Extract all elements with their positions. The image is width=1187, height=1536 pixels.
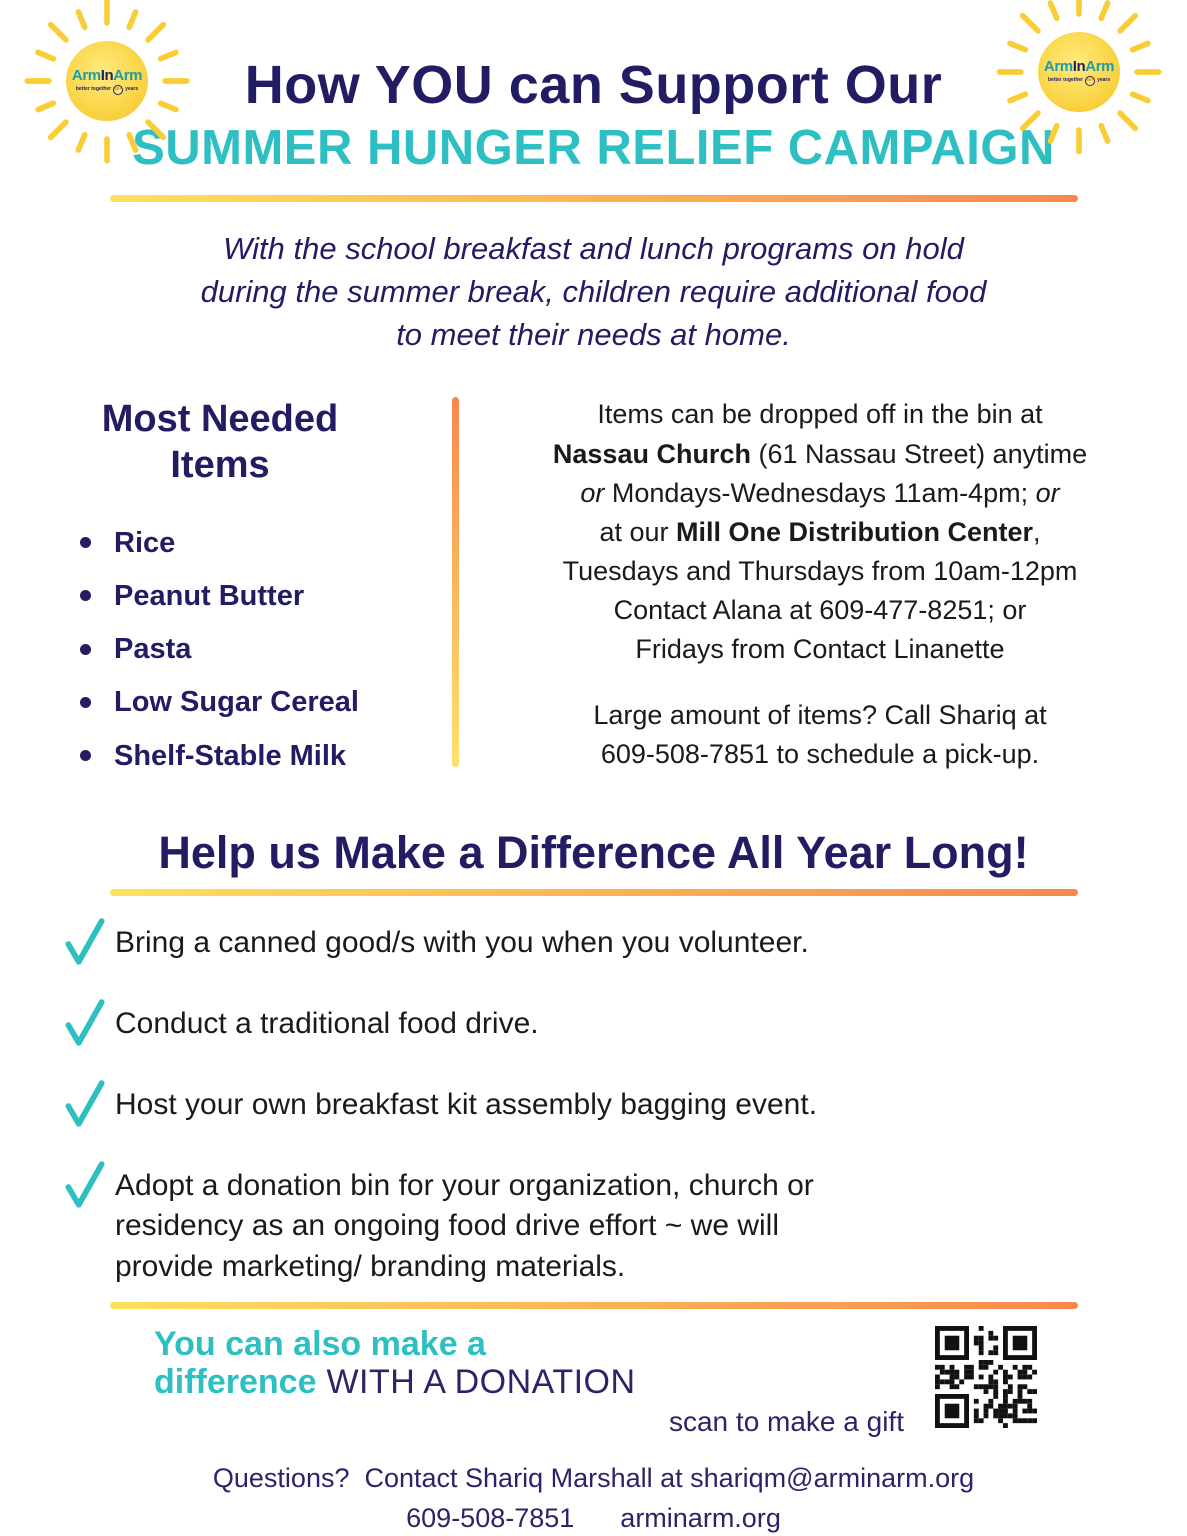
logo-tagline xyxy=(1048,76,1110,86)
help-section-heading: Help us Make a Difference All Year Long! xyxy=(158,826,1029,878)
dropoff-line: or Mondays-Wednesdays 11am-4pm; or xyxy=(580,477,1060,508)
footer-contact-email: Contact Shariq Marshall at shariqm@arminarm.org xyxy=(364,1462,975,1493)
checklist-item-text: Conduct a traditional food drive. xyxy=(115,1007,539,1041)
wordmark-in: In xyxy=(100,66,114,84)
vertical-gradient-divider xyxy=(452,397,459,767)
most-needed-heading-line2: Items xyxy=(170,443,270,486)
gradient-divider-middle xyxy=(110,889,1078,896)
donation-heading-line2 xyxy=(154,1363,904,1401)
dropoff-line: at our Mill One Distribution Center, xyxy=(599,516,1041,547)
pickup-line: Large amount of items? Call Shariq at xyxy=(593,700,1047,731)
checkmark-icon xyxy=(62,917,108,967)
list-item-label: Rice xyxy=(114,526,176,559)
tagline-text: better together xyxy=(1047,77,1084,83)
list-item xyxy=(80,578,452,614)
checklist-item xyxy=(62,1085,1187,1129)
anniversary-badge: 40+ xyxy=(1085,76,1095,86)
checklist-item-text: Host your own breakfast kit assembly bagging event. xyxy=(115,1088,818,1122)
dropoff-column xyxy=(459,395,1187,774)
checklist-item-line: provide marketing/ branding materials. xyxy=(115,1249,626,1283)
donation-heading-line1: You can also make a xyxy=(154,1324,486,1363)
dropoff-line: Items can be dropped off in the bin at xyxy=(597,399,1043,430)
qr-code xyxy=(935,1326,1037,1428)
donation-section xyxy=(0,1326,1187,1438)
checkmark-icon xyxy=(62,1160,108,1210)
footer-phone-line xyxy=(0,1502,1187,1536)
donation-heading-teal: difference xyxy=(154,1362,317,1401)
checklist-item-line: residency as an ongoing food drive effort ~ we will xyxy=(115,1209,779,1243)
checklist-item xyxy=(62,1004,1187,1048)
arminarm-logo-right xyxy=(993,0,1165,155)
footer-questions: Questions? xyxy=(212,1462,350,1493)
footer xyxy=(0,1462,1187,1536)
bullet-icon xyxy=(80,644,91,655)
donation-heading-navy: WITH A DONATION xyxy=(316,1362,636,1401)
page-title: How YOU can Support Our xyxy=(244,55,943,115)
tagline-years: years xyxy=(125,86,139,92)
sun-core xyxy=(1038,32,1120,112)
list-item xyxy=(80,525,452,561)
scan-caption: scan to make a gift xyxy=(668,1405,904,1437)
dropoff-line: Fridays from Contact Linanette xyxy=(635,634,1005,665)
wordmark-arm1: Arm xyxy=(71,66,101,84)
wordmark-arm1: Arm xyxy=(1043,57,1073,75)
list-item-label: Peanut Butter xyxy=(114,579,305,612)
help-checklist xyxy=(62,923,1187,1287)
pickup-paragraph xyxy=(475,696,1165,774)
most-needed-column xyxy=(0,395,452,790)
intro-line: With the school breakfast and lunch programs on hold xyxy=(223,231,964,267)
donation-text xyxy=(154,1326,904,1438)
checkmark-icon xyxy=(62,998,108,1048)
dropoff-line: Tuesdays and Thursdays from 10am-12pm xyxy=(562,555,1078,586)
intro-line: to meet their needs at home. xyxy=(396,317,791,353)
wordmark-arm2: Arm xyxy=(113,66,143,84)
footer-phone: 609-508-7851 xyxy=(406,1503,575,1534)
anniversary-badge: 40+ xyxy=(113,85,123,95)
campaign-title: SUMMER HUNGER RELIEF CAMPAIGN xyxy=(132,120,1055,175)
most-needed-heading-line1: Most Needed xyxy=(101,398,339,441)
intro-paragraph xyxy=(0,227,1187,356)
intro-line: during the summer break, children require additional food xyxy=(200,274,987,310)
most-needed-list xyxy=(80,525,452,774)
footer-website: arminarm.org xyxy=(620,1503,781,1534)
most-needed-heading xyxy=(55,397,385,488)
list-item-label: Pasta xyxy=(114,633,192,666)
bullet-icon xyxy=(80,537,91,548)
tagline-years: years xyxy=(1097,77,1111,83)
logo-tagline xyxy=(76,85,138,95)
pickup-line: 609-508-7851 to schedule a pick-up. xyxy=(600,739,1040,770)
checklist-item-text xyxy=(115,1166,814,1287)
wordmark-arm2: Arm xyxy=(1085,57,1115,75)
checklist-item xyxy=(62,1166,1187,1287)
wordmark-in: In xyxy=(1072,57,1086,75)
info-columns xyxy=(0,395,1187,790)
dropoff-line: Contact Alana at 609-477-8251; or xyxy=(613,595,1027,626)
list-item-label: Shelf-Stable Milk xyxy=(114,739,347,772)
arminarm-logo-left xyxy=(21,0,193,164)
checklist-item-text: Bring a canned good/s with you when you volunteer. xyxy=(115,926,809,960)
gradient-divider-bottom xyxy=(110,1302,1078,1309)
footer-contact-line xyxy=(0,1462,1187,1496)
checklist-item-line: Adopt a donation bin for your organization, church or xyxy=(115,1169,814,1203)
bullet-icon xyxy=(80,697,91,708)
bullet-icon xyxy=(80,590,91,601)
arminarm-wordmark xyxy=(1044,59,1114,74)
list-item xyxy=(80,631,452,667)
sun-core xyxy=(66,41,148,121)
arminarm-wordmark xyxy=(72,68,142,83)
checklist-item xyxy=(62,923,1187,967)
tagline-text: better together xyxy=(75,86,112,92)
list-item-label: Low Sugar Cereal xyxy=(114,686,359,719)
gradient-divider-top xyxy=(110,195,1078,202)
dropoff-line: Nassau Church (61 Nassau Street) anytime xyxy=(552,438,1088,469)
list-item xyxy=(80,738,452,774)
list-item xyxy=(80,684,452,720)
checkmark-icon xyxy=(62,1079,108,1129)
bullet-icon xyxy=(80,750,91,761)
